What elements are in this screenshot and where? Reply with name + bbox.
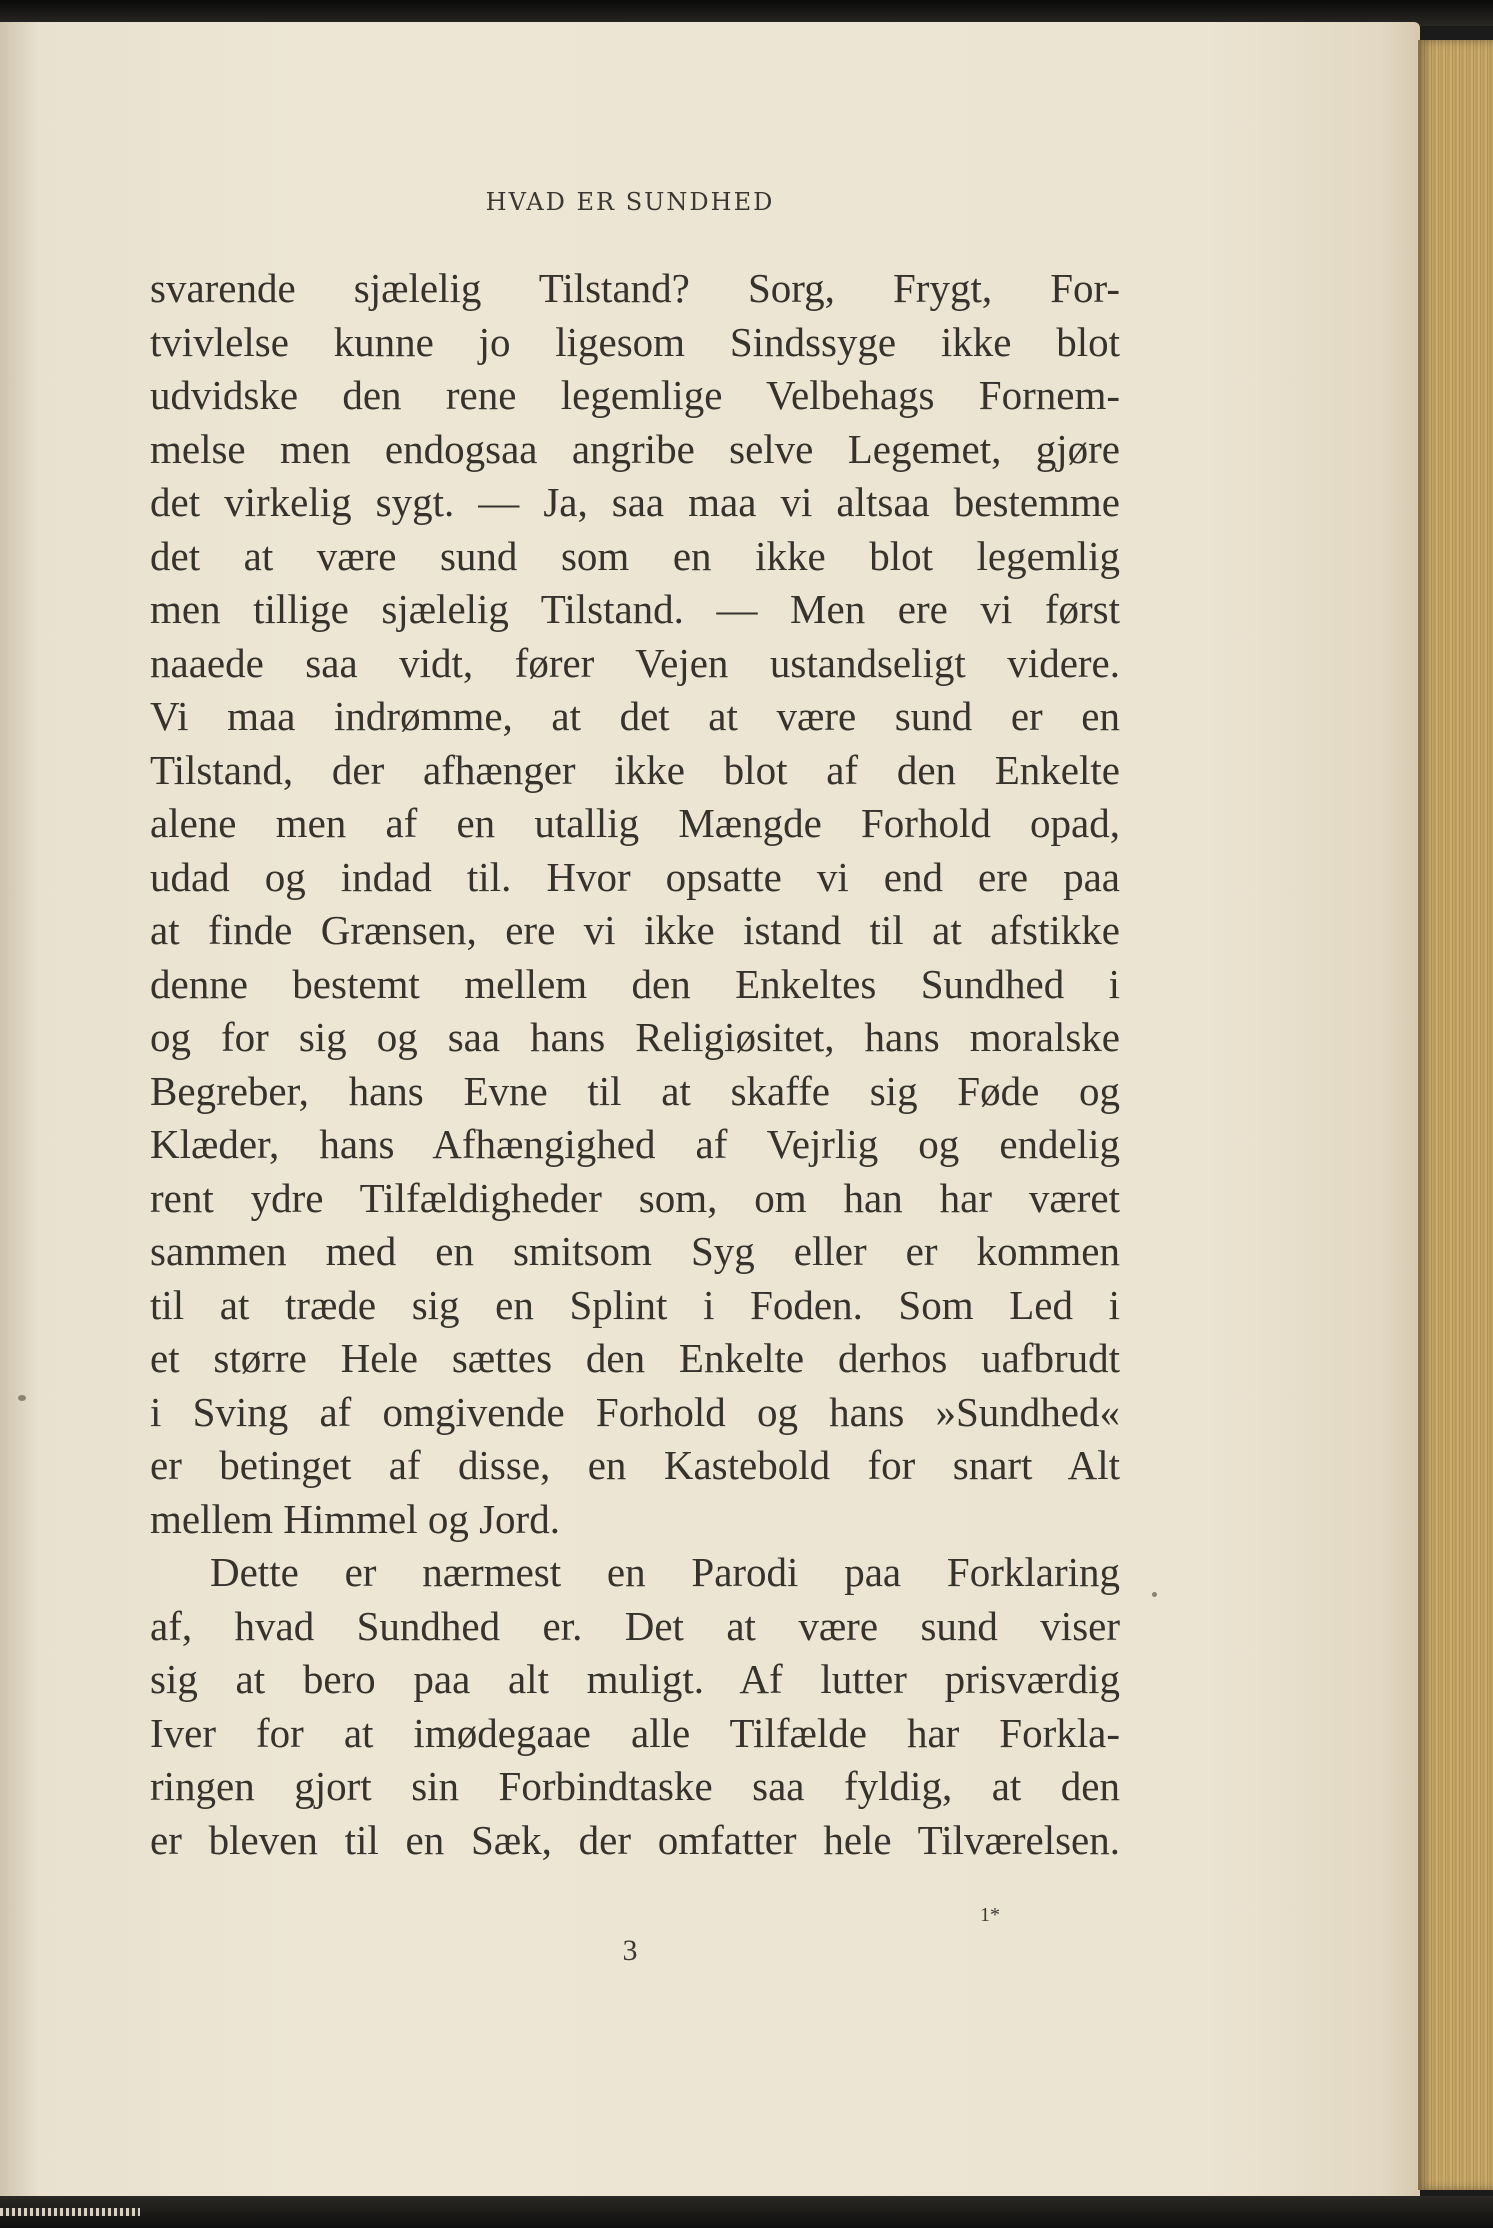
text-line: og for sig og saa hans Religiøsitet, hans moralske <box>150 1014 1120 1060</box>
text-line: Vi maa indrømme, at det at være sund er en <box>150 693 1120 739</box>
text-line: Iver for at imødegaae alle Tilfælde har Forkla- <box>150 1709 1120 1756</box>
scan-bottom-edge <box>0 2196 1493 2228</box>
text-line: denne bestemt mellem den Enkeltes Sundhed i <box>150 960 1120 1007</box>
text-line: i Sving af omgivende Forhold og hans »Sundhed« <box>150 1388 1120 1435</box>
text-line: er bleven til en Sæk, der omfatter hele Tilværelsen. <box>150 1816 1120 1863</box>
text-line: det virkelig sygt. — Ja, saa maa vi altsaa bestemme <box>150 479 1120 525</box>
text-line: at finde Grænsen, ere vi ikke istand til at afstikke <box>150 907 1120 953</box>
text-line: Begreber, hans Evne til at skaffe sig Føde og <box>150 1067 1120 1114</box>
text-line: svarende sjælelig Tilstand? Sorg, Frygt, For- <box>150 265 1120 311</box>
text-line: sammen med en smitsom Syg eller er kommen <box>150 1228 1120 1274</box>
text-line: udvidske den rene legemlige Velbehags Fornem- <box>150 372 1120 418</box>
text-line: til at træde sig en Splint i Foden. Som Led i <box>150 1281 1120 1328</box>
text-line: af, hvad Sundhed er. Det at være sund viser <box>150 1602 1120 1649</box>
paragraph-start-line: Dette er nærmest en Parodi paa Forklaring <box>210 1549 1120 1595</box>
text-line: Klæder, hans Afhængighed af Vejrlig og endelig <box>150 1121 1120 1167</box>
paragraph-end-line: mellem Himmel og Jord. <box>150 1495 560 1542</box>
page-number: 3 <box>622 1934 638 1967</box>
text-line: Tilstand, der afhænger ikke blot af den Enkelte <box>150 746 1120 793</box>
text-line: det at være sund som en ikke blot legemlig <box>150 532 1120 579</box>
running-head: HVAD ER SUNDHED <box>485 188 775 216</box>
text-line: men tillige sjælelig Tilstand. — Men ere vi først <box>150 586 1120 632</box>
text-line: udad og indad til. Hvor opsatte vi end ere paa <box>150 853 1120 900</box>
scan-bottom-strip <box>0 2208 140 2216</box>
signature-mark: 1* <box>980 1904 1000 1926</box>
text-line: ringen gjort sin Forbindtaske saa fyldig, at den <box>150 1763 1120 1809</box>
page-edges <box>1418 40 1493 2190</box>
text-line: naaede saa vidt, fører Vejen ustandseligt videre. <box>150 639 1120 686</box>
text-line: rent ydre Tilfældigheder som, om han har været <box>150 1174 1120 1221</box>
text-line: tvivlelse kunne jo ligesom Sindssyge ikke blot <box>150 318 1120 365</box>
text-line: er betinget af disse, en Kastebold for snart Alt <box>150 1442 1120 1488</box>
text-line: alene men af en utallig Mængde Forhold opad, <box>150 800 1120 846</box>
body-text <box>150 262 1120 1867</box>
paper-speck <box>1152 1592 1157 1597</box>
text-line: sig at bero paa alt muligt. Af lutter prisværdig <box>150 1656 1120 1702</box>
text-line: et større Hele sættes den Enkelte derhos uafbrudt <box>150 1335 1120 1381</box>
paper-speck <box>18 1395 26 1401</box>
text-line: melse men endogsaa angribe selve Legemet, gjøre <box>150 425 1120 472</box>
